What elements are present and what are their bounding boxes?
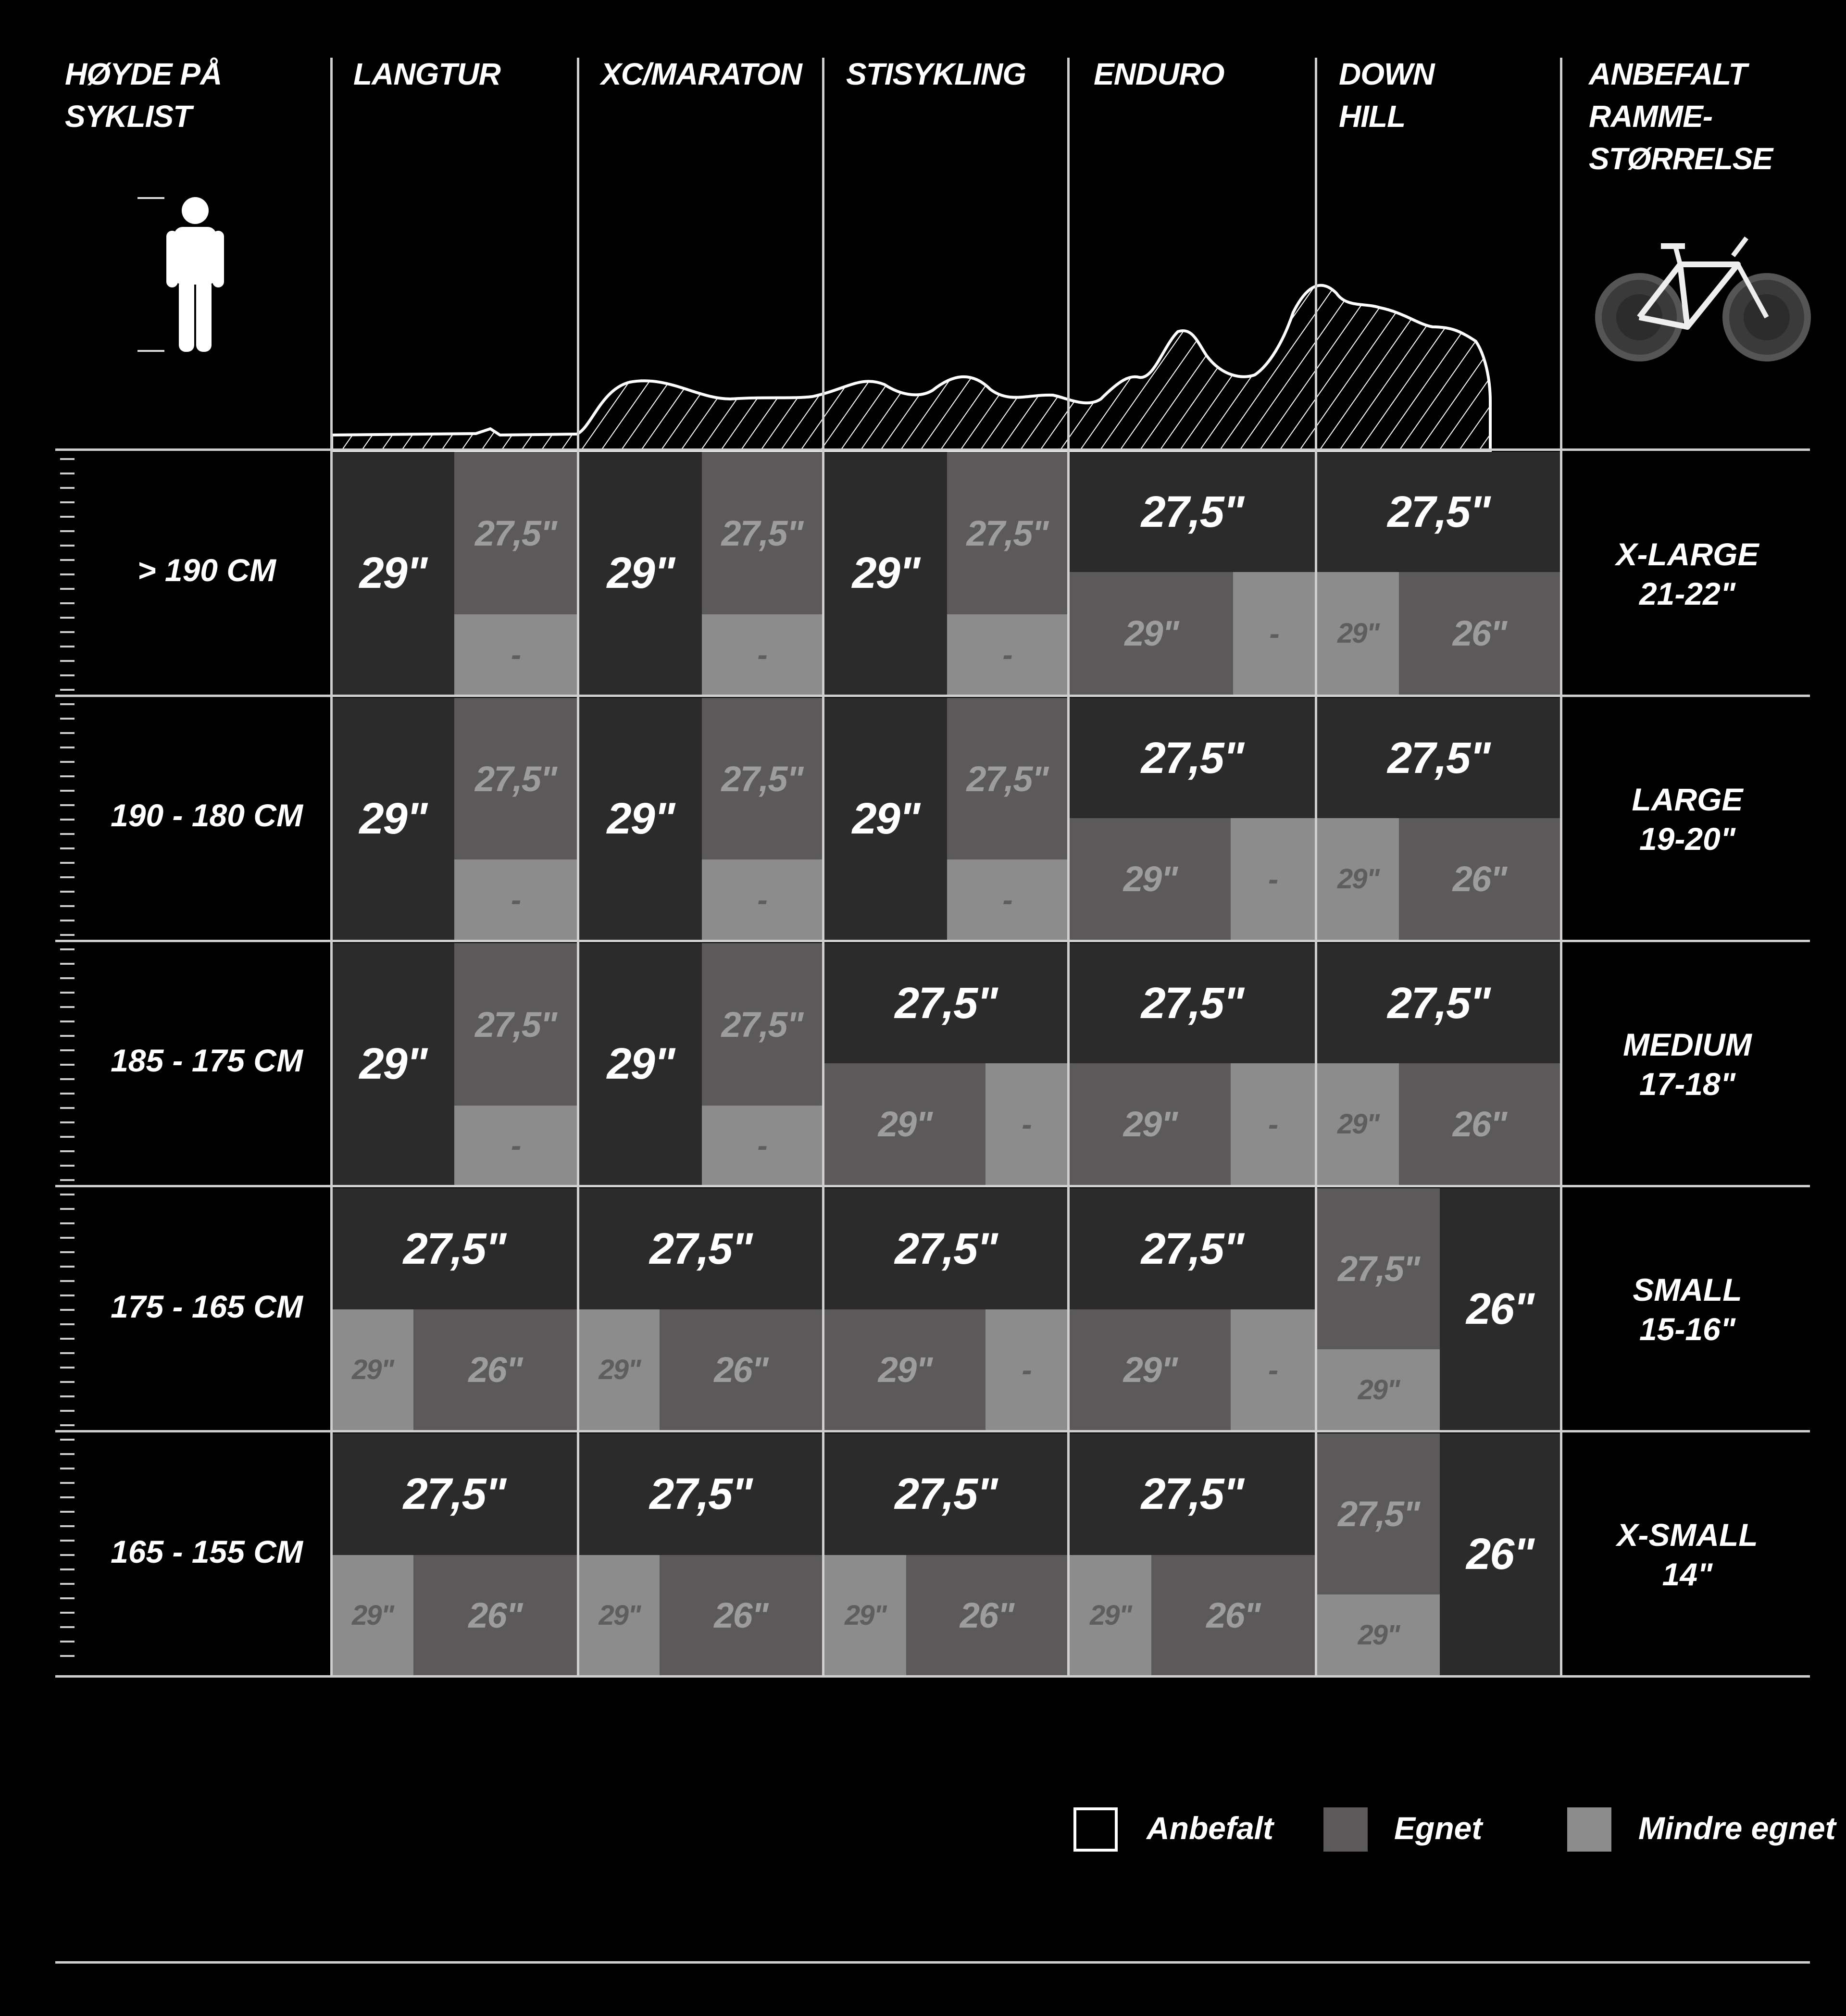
cell-xc-xs-suitable: 26" bbox=[660, 1555, 822, 1675]
cell-enduro-xl-less: - bbox=[1233, 572, 1315, 695]
row-divider bbox=[55, 448, 1810, 451]
cell-downhill-xl-suitable: 26" bbox=[1399, 572, 1560, 695]
bottom-rule bbox=[55, 1961, 1810, 1964]
legend-label-recommended: Anbefalt bbox=[1147, 1810, 1273, 1846]
cell-enduro-s-suitable: 29" bbox=[1070, 1309, 1231, 1430]
height-label-l: 190 - 180 CM bbox=[111, 797, 303, 833]
cell-langtur-s-suitable: 26" bbox=[413, 1309, 577, 1430]
height-ruler-ticks bbox=[60, 454, 79, 1673]
cell-sti-l-recommended: 29" bbox=[824, 698, 947, 940]
height-label-s: 175 - 165 CM bbox=[111, 1289, 303, 1324]
cell-enduro-xs-recommended: 27,5" bbox=[1070, 1433, 1315, 1555]
frame-size-name: MEDIUM bbox=[1623, 1027, 1752, 1062]
row-divider bbox=[55, 1430, 1810, 1432]
cell-sti-xl-recommended: 29" bbox=[824, 452, 947, 695]
cell-xc-xs-less: 29" bbox=[579, 1555, 660, 1675]
cell-langtur-s-recommended: 27,5" bbox=[332, 1188, 577, 1309]
legend-label-less-suitable: Mindre egnet bbox=[1638, 1810, 1836, 1846]
cell-downhill-xl-less: 29" bbox=[1317, 572, 1399, 695]
cell-xc-xl-suitable: 27,5" bbox=[702, 452, 822, 614]
row-divider bbox=[55, 940, 1810, 942]
frame-size-s bbox=[1565, 1270, 1810, 1349]
cell-enduro-m-recommended: 27,5" bbox=[1070, 943, 1315, 1063]
frame-size-name: LARGE bbox=[1632, 782, 1743, 817]
cell-langtur-l-less: - bbox=[454, 859, 577, 940]
column-divider bbox=[1067, 58, 1070, 1678]
frame-size-name: SMALL bbox=[1633, 1272, 1742, 1307]
header-downhill bbox=[1339, 53, 1434, 137]
column-divider bbox=[330, 58, 333, 1678]
frame-size-inches: 15-16" bbox=[1639, 1311, 1736, 1347]
frame-size-inches: 19-20" bbox=[1639, 821, 1736, 857]
cell-xc-m-suitable: 27,5" bbox=[702, 943, 822, 1106]
cell-xc-xl-recommended: 29" bbox=[579, 452, 702, 695]
cell-downhill-xs-recommended: 26" bbox=[1440, 1433, 1560, 1675]
frame-size-inches: 17-18" bbox=[1639, 1066, 1736, 1102]
frame-size-inches: 21-22" bbox=[1639, 576, 1736, 611]
cell-downhill-s-less: 29" bbox=[1317, 1349, 1440, 1430]
header-height-line2: SYKLIST bbox=[65, 99, 192, 134]
column-divider bbox=[1315, 58, 1317, 1678]
cell-sti-s-recommended: 27,5" bbox=[824, 1188, 1067, 1309]
height-label-m: 185 - 175 CM bbox=[111, 1043, 303, 1078]
cell-langtur-xs-recommended: 27,5" bbox=[332, 1433, 577, 1555]
cell-xc-s-recommended: 27,5" bbox=[579, 1188, 822, 1309]
cell-downhill-xs-suitable: 27,5" bbox=[1317, 1433, 1440, 1594]
header-height-line1: HØYDE PÅ bbox=[65, 57, 222, 91]
cell-xc-s-less: 29" bbox=[579, 1309, 660, 1430]
cell-langtur-m-suitable: 27,5" bbox=[454, 943, 577, 1106]
cell-sti-xs-less: 29" bbox=[824, 1555, 906, 1675]
header-frame-size bbox=[1589, 53, 1772, 180]
header-height bbox=[65, 53, 222, 137]
cell-langtur-s-less: 29" bbox=[332, 1309, 413, 1430]
frame-size-name: X-LARGE bbox=[1616, 536, 1759, 572]
column-divider bbox=[577, 58, 579, 1678]
legend-label-suitable: Egnet bbox=[1394, 1810, 1483, 1846]
cell-xc-s-suitable: 26" bbox=[660, 1309, 822, 1430]
cell-sti-xl-suitable: 27,5" bbox=[947, 452, 1067, 614]
cell-downhill-xl-recommended: 27,5" bbox=[1317, 452, 1560, 572]
cell-sti-s-suitable: 29" bbox=[824, 1309, 985, 1430]
cell-enduro-s-recommended: 27,5" bbox=[1070, 1188, 1315, 1309]
frame-size-name: X-SMALL bbox=[1617, 1517, 1758, 1553]
cell-xc-xl-less: - bbox=[702, 614, 822, 695]
cell-downhill-m-recommended: 27,5" bbox=[1317, 943, 1560, 1063]
frame-size-l bbox=[1565, 780, 1810, 859]
terrain-profile-graphic bbox=[332, 264, 1562, 452]
header-xc-maraton: XC/MARATON bbox=[601, 57, 802, 91]
row-divider bbox=[55, 1185, 1810, 1187]
cell-downhill-l-less: 29" bbox=[1317, 818, 1399, 940]
cell-sti-l-less: - bbox=[947, 859, 1067, 940]
cell-xc-xs-recommended: 27,5" bbox=[579, 1433, 822, 1555]
cell-sti-xs-recommended: 27,5" bbox=[824, 1433, 1067, 1555]
header-stisykling: STISYKLING bbox=[846, 57, 1026, 91]
cell-sti-m-recommended: 27,5" bbox=[824, 943, 1067, 1063]
cell-downhill-m-less: 29" bbox=[1317, 1063, 1399, 1185]
cell-langtur-m-less: - bbox=[454, 1106, 577, 1185]
row-divider bbox=[55, 695, 1810, 697]
bicycle-icon bbox=[1594, 236, 1815, 365]
cell-sti-s-less: - bbox=[985, 1309, 1067, 1430]
height-label-xs: 165 - 155 CM bbox=[111, 1534, 303, 1569]
cell-sti-l-suitable: 27,5" bbox=[947, 698, 1067, 859]
cell-enduro-xl-recommended: 27,5" bbox=[1070, 452, 1315, 572]
legend-swatch-less-suitable bbox=[1567, 1807, 1611, 1852]
cell-sti-xl-less: - bbox=[947, 614, 1067, 695]
cell-langtur-xl-recommended: 29" bbox=[332, 452, 454, 695]
header-frame-line2: RAMME- bbox=[1589, 99, 1713, 134]
cell-langtur-xs-suitable: 26" bbox=[413, 1555, 577, 1675]
cell-enduro-l-recommended: 27,5" bbox=[1070, 698, 1315, 818]
cell-langtur-xl-suitable: 27,5" bbox=[454, 452, 577, 614]
cell-downhill-m-suitable: 26" bbox=[1399, 1063, 1560, 1185]
header-frame-line1: ANBEFALT bbox=[1589, 57, 1747, 91]
cell-enduro-l-suitable: 29" bbox=[1070, 818, 1231, 940]
cell-langtur-m-recommended: 29" bbox=[332, 943, 454, 1185]
cell-sti-xs-suitable: 26" bbox=[906, 1555, 1067, 1675]
cell-langtur-l-recommended: 29" bbox=[332, 698, 454, 940]
legend-swatch-suitable bbox=[1323, 1807, 1368, 1852]
cell-xc-m-recommended: 29" bbox=[579, 943, 702, 1185]
cell-downhill-l-recommended: 27,5" bbox=[1317, 698, 1560, 818]
cell-downhill-s-suitable: 27,5" bbox=[1317, 1188, 1440, 1349]
cell-xc-m-less: - bbox=[702, 1106, 822, 1185]
cell-downhill-s-recommended: 26" bbox=[1440, 1188, 1560, 1430]
cell-downhill-l-suitable: 26" bbox=[1399, 818, 1560, 940]
row-divider bbox=[55, 1675, 1810, 1678]
cell-sti-m-suitable: 29" bbox=[824, 1063, 985, 1185]
column-divider bbox=[1560, 58, 1562, 1678]
cell-enduro-m-suitable: 29" bbox=[1070, 1063, 1231, 1185]
cell-enduro-xs-less: 29" bbox=[1070, 1555, 1151, 1675]
cell-enduro-s-less: - bbox=[1231, 1309, 1315, 1430]
column-divider bbox=[822, 58, 824, 1678]
cell-langtur-l-suitable: 27,5" bbox=[454, 698, 577, 859]
cell-downhill-xs-less: 29" bbox=[1317, 1594, 1440, 1675]
cell-enduro-l-less: - bbox=[1231, 818, 1315, 940]
cell-xc-l-less: - bbox=[702, 859, 822, 940]
cell-enduro-m-less: - bbox=[1231, 1063, 1315, 1185]
header-frame-line3: STØRRELSE bbox=[1589, 141, 1773, 176]
height-label-xl: > 190 CM bbox=[137, 552, 276, 588]
frame-size-xl bbox=[1565, 535, 1810, 613]
frame-size-m bbox=[1565, 1025, 1810, 1104]
cell-langtur-xl-less: - bbox=[454, 614, 577, 695]
legend-swatch-recommended bbox=[1073, 1807, 1118, 1852]
header-downhill-line2: HILL bbox=[1339, 99, 1406, 134]
cell-sti-m-less: - bbox=[985, 1063, 1067, 1185]
cell-enduro-xs-suitable: 26" bbox=[1151, 1555, 1315, 1675]
cell-enduro-xl-suitable: 29" bbox=[1070, 572, 1233, 695]
cell-langtur-xs-less: 29" bbox=[332, 1555, 413, 1675]
frame-size-inches: 14" bbox=[1662, 1556, 1713, 1592]
header-enduro: ENDURO bbox=[1094, 57, 1224, 91]
person-icon bbox=[135, 192, 231, 356]
header-langtur: LANGTUR bbox=[353, 57, 500, 91]
cell-xc-l-suitable: 27,5" bbox=[702, 698, 822, 859]
header-downhill-line1: DOWN bbox=[1339, 57, 1434, 91]
cell-xc-l-recommended: 29" bbox=[579, 698, 702, 940]
frame-size-xs bbox=[1565, 1515, 1810, 1594]
